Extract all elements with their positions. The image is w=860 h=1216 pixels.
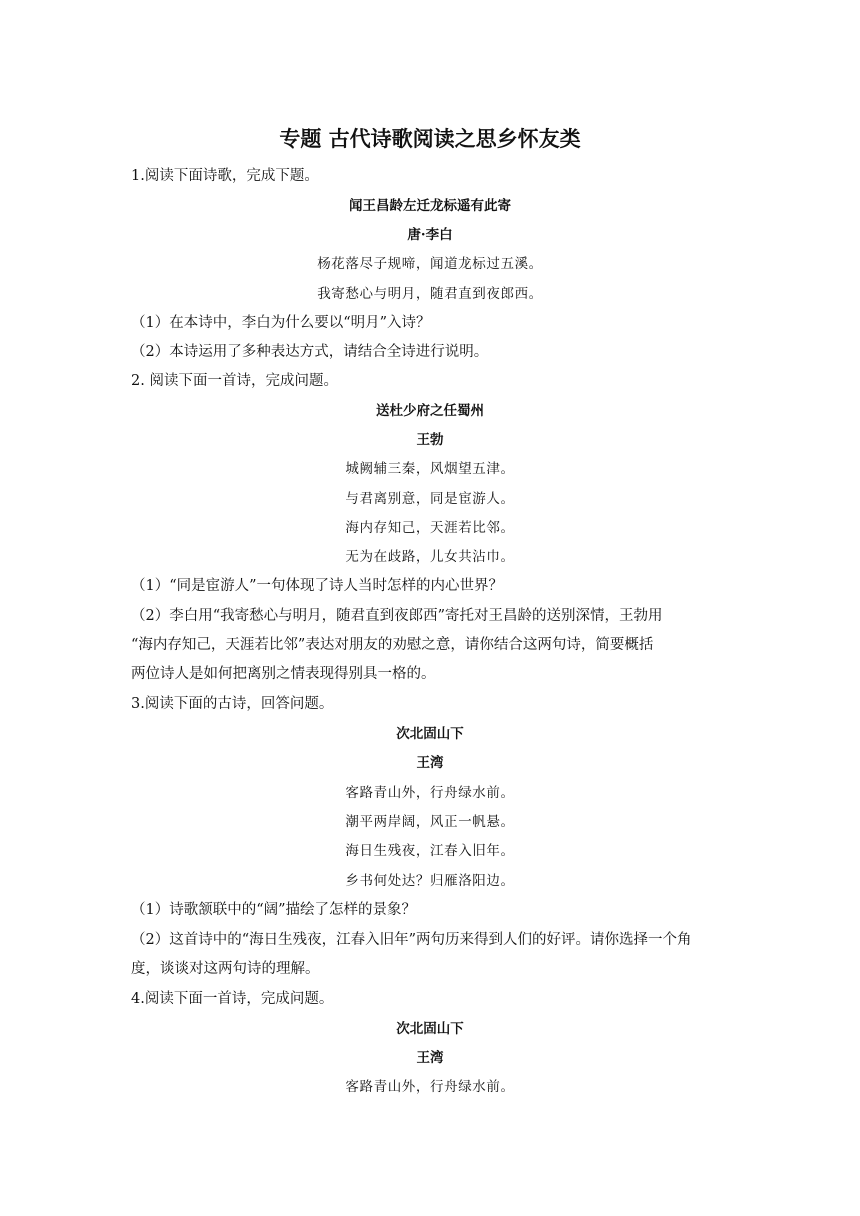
q3-poem-line: 客路青山外，行舟绿水前。	[345, 785, 515, 801]
q3-intro: 3.阅读下面的古诗，回答问题。	[131, 696, 334, 712]
q3-poem-line: 乡书何处达？归雁洛阳边。	[345, 873, 515, 889]
q3-poem-title: 次北固山下	[396, 726, 464, 742]
q1-intro: 1.阅读下面诗歌，完成下题。	[131, 168, 319, 184]
q2-poem-line: 无为在歧路，儿女共沾巾。	[345, 549, 515, 565]
q3-sub-question-1: （1）诗歌颔联中的“阔”描绘了怎样的景象？	[131, 902, 417, 918]
q3-sub-question-2-line: （2）这首诗中的“海日生残夜，江春入旧年”两句历来得到人们的好评。请你选择一个角	[131, 932, 692, 948]
q3-sub-question-2-line: 度，谈谈对这两句诗的理解。	[131, 961, 320, 977]
q2-poem-line: 城阙辅三秦，风烟望五津。	[345, 461, 515, 477]
q2-intro: 2. 阅读下面一首诗，完成问题。	[131, 373, 338, 389]
q3-poem-line: 潮平两岸阔，风正一帆悬。	[345, 814, 515, 830]
q2-sub-question-1: （1）“同是宦游人”一句体现了诗人当时怎样的内心世界？	[131, 578, 504, 594]
page-title: 专题 古代诗歌阅读之思乡怀友类	[279, 126, 581, 151]
q4-poem-line: 客路青山外，行舟绿水前。	[345, 1079, 515, 1095]
q1-sub-question-1: （1）在本诗中，李白为什么要以“明月”入诗？	[131, 315, 431, 331]
q2-poem-line: 与君离别意，同是宦游人。	[345, 491, 515, 507]
q1-poem-line: 杨花落尽子规啼，闻道龙标过五溪。	[317, 256, 543, 272]
q2-poem-author: 王勃	[416, 432, 444, 448]
q2-poem-title: 送杜少府之任蜀州	[376, 403, 484, 419]
q4-intro: 4.阅读下面一首诗，完成问题。	[131, 991, 334, 1007]
q2-sub-question-2-line: （2）李白用“我寄愁心与明月，随君直到夜郎西”寄托对王昌龄的送别深情，王勃用	[131, 608, 663, 624]
q1-sub-question-2: （2）本诗运用了多种表达方式，请结合全诗进行说明。	[131, 344, 489, 360]
q1-poem-line: 我寄愁心与明月，随君直到夜郎西。	[317, 286, 543, 302]
q4-poem-title: 次北固山下	[396, 1021, 464, 1037]
q1-poem-author: 唐·李白	[407, 227, 453, 243]
q2-poem-line: 海内存知己，天涯若比邻。	[345, 520, 515, 536]
q2-sub-question-2-line: 两位诗人是如何把离别之情表现得别具一格的。	[131, 666, 436, 682]
q3-poem-line: 海日生残夜，江春入旧年。	[345, 843, 515, 859]
q3-poem-author: 王湾	[416, 755, 444, 771]
q1-poem-title: 闻王昌龄左迁龙标遥有此寄	[349, 198, 511, 214]
q4-poem-author: 王湾	[416, 1050, 444, 1066]
q2-sub-question-2-line: “海内存知己，天涯若比邻”表达对朋友的劝慰之意，请你结合这两句诗，简要概括	[131, 637, 654, 653]
